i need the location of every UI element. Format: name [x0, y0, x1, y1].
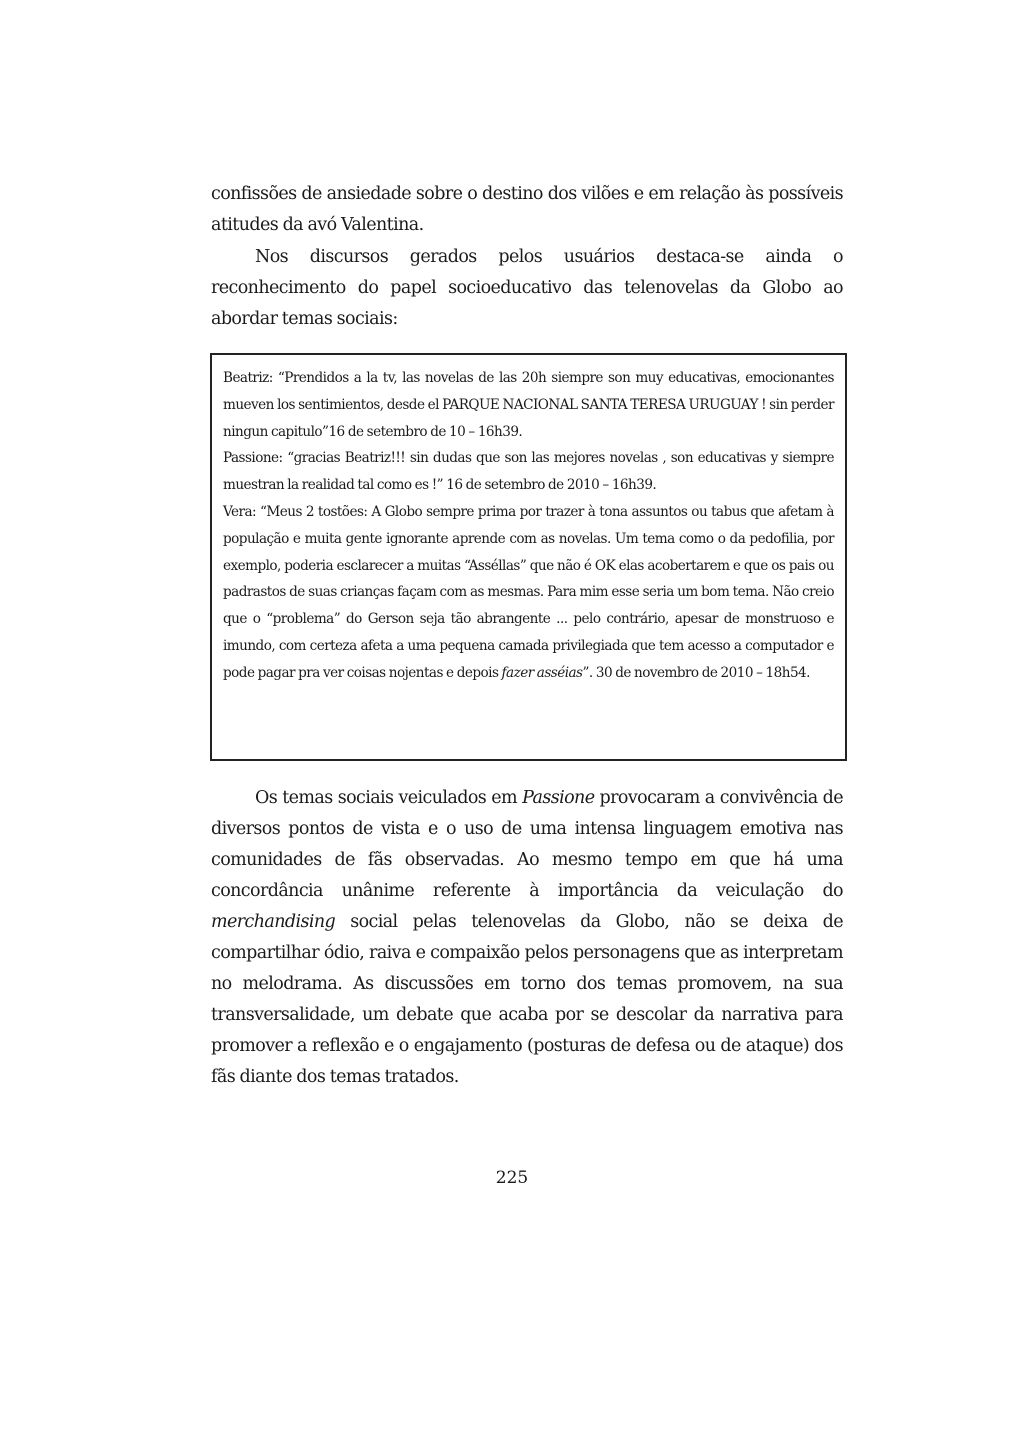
quote-vera [223, 499, 834, 687]
passione-title: Passione [522, 788, 595, 808]
body-paragraph-3 [211, 783, 843, 1093]
merchandising-term: merchandising [211, 912, 336, 932]
quote-beatriz: Beatriz: “Prendidos a la tv, las novelas de las 20h siempre son muy educativas, emocionantes mueven los sentimientos, desde el PARQUE NACIONAL SANTA TERESA URUGUAY ! sin perder ningun capitulo”16 de setembro de 10 – 16h39. [223, 370, 834, 440]
para-3-text-3: social pelas telenovelas da Globo, não se deixa de compartilhar ódio, raiva e compaixão pelos personagens que as interpretam no melodrama. As discussões em torno dos temas promovem, na sua transversalidade, um debate que acaba por se descolar da narrativa para promover a reflexão e o engajamento (posturas de defesa ou de ataque) dos fãs diante dos temas tratados. [211, 912, 843, 1087]
para-3-text-1: Os temas sociais veiculados em [255, 788, 523, 808]
body-paragraph-2: Nos discursos gerados pelos usuários destaca-se ainda o reconhecimento do papel socioeducativo das telenovelas da Globo ao abordar temas sociais: [211, 247, 843, 329]
quote-vera-italic: fazer asséias [501, 664, 583, 681]
body-paragraph-1: confissões de ansiedade sobre o destino dos vilões e em relação às possíveis atitudes da avó Valentina. [211, 184, 843, 235]
quote-passione: Passione: “gracias Beatriz!!! sin dudas que son las mejores novelas , son educativas y siempre muestran la realidad tal como es !” 16 de setembro de 2010 – 16h39. [223, 450, 834, 494]
para-3-text-2: provocaram a convivência de diversos pontos de vista e o uso de uma intensa linguagem emotiva nas comunidades de fãs observadas. Ao mesmo tempo em que há uma concordância unânime referente à importância da veiculação do [211, 788, 843, 901]
quote-box [210, 353, 847, 761]
quote-vera-text-1: Vera: “Meus 2 tostões: A Globo sempre prima por trazer à tona assuntos ou tabus que afetam à população e muita gente ignorante aprende com as novelas. Um tema como o da pedofilia, por exemplo, poderia esclarecer a muitas “Asséllas” que não é OK elas acobertarem e que os pais ou padrastos de suas crianças façam com as mesmas. Para mim esse seria um bom tema. Não creio que o “problema” do Gerson seja tão abrangente ... pelo contrário, apesar de monstruoso e imundo, com certeza afeta a uma pequena camada privilegiada que tem acesso a computador e pode pagar pra ver coisas nojentas e depois [223, 503, 834, 681]
quote-vera-text-2: ”. 30 de novembro de 2010 – 18h54. [582, 664, 810, 681]
page-number: 225 [495, 1168, 529, 1188]
